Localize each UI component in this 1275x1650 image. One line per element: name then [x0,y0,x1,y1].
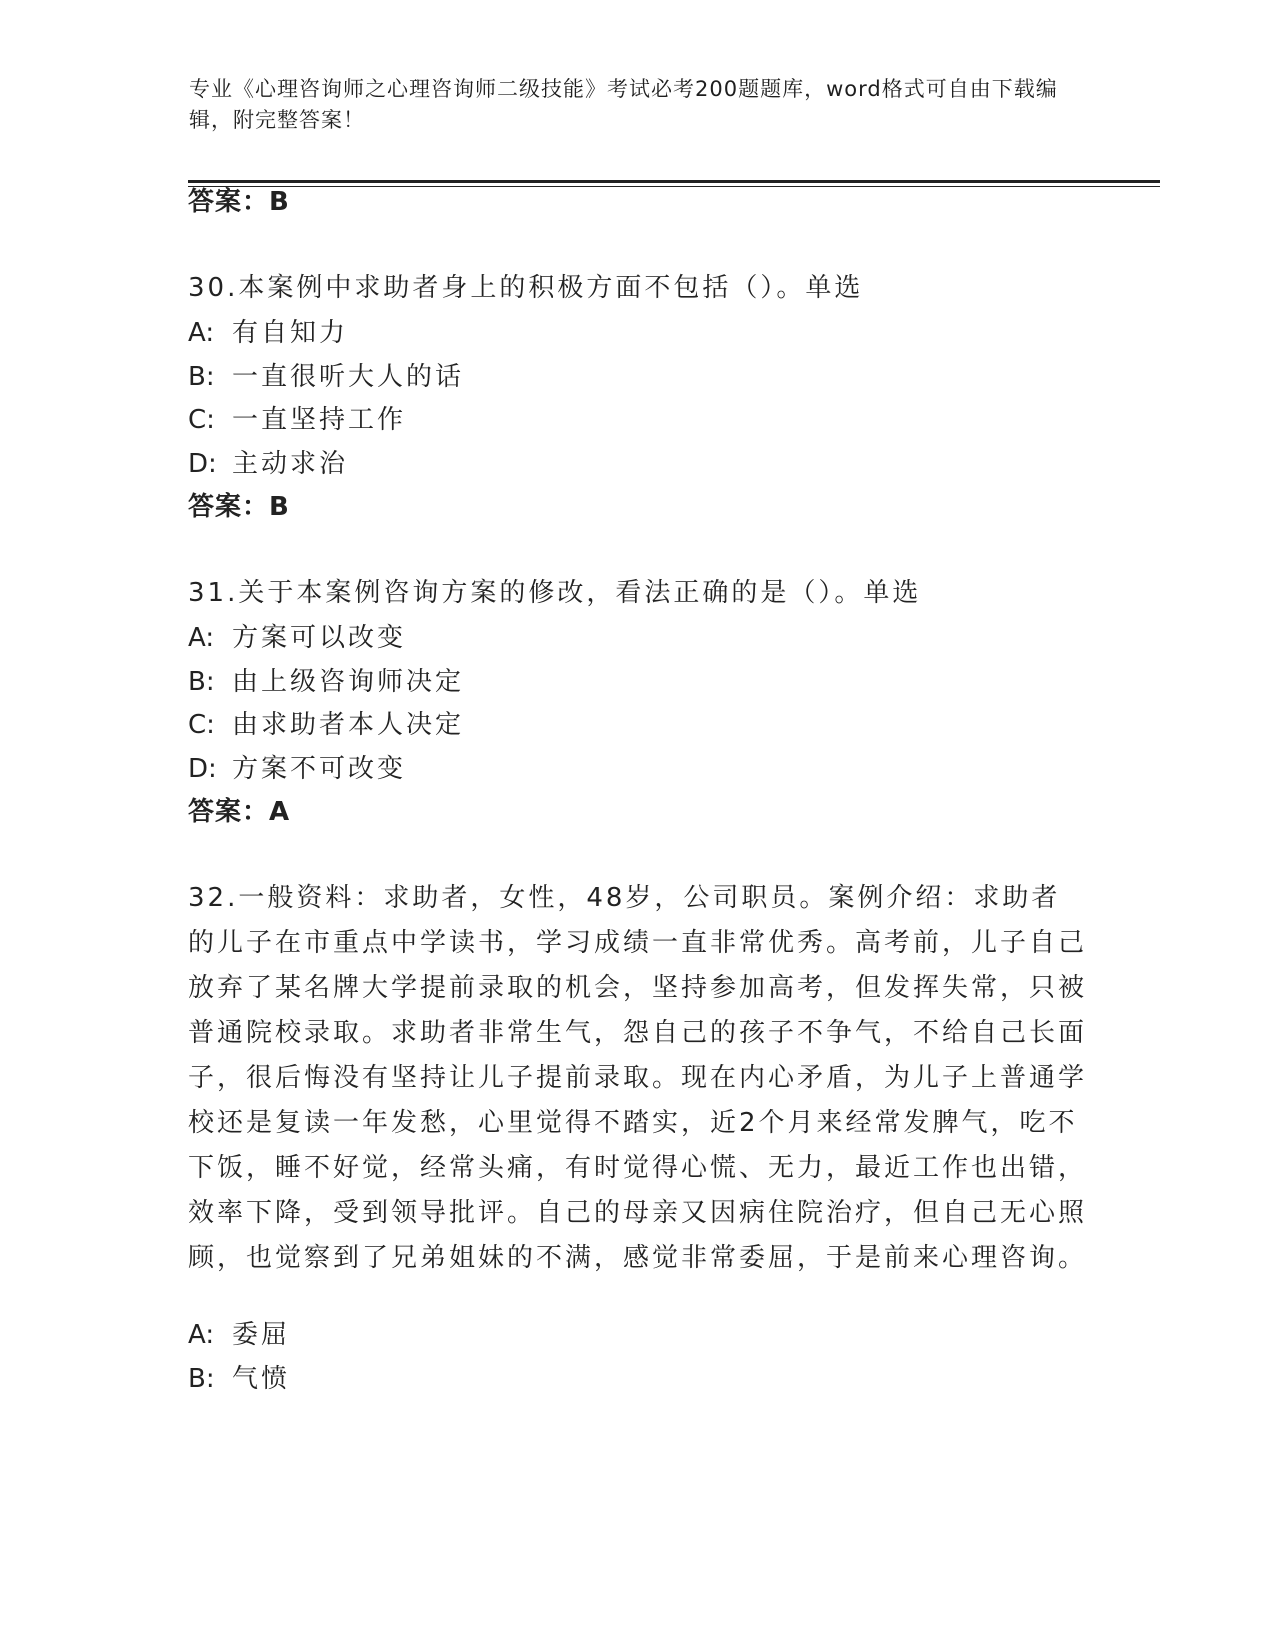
option-item [188,664,464,700]
answer-label: 答案：B [188,187,290,217]
question-stem: 31.关于本案例咨询方案的修改，看法正确的是（）。单选 [188,578,922,608]
option-key: A: [188,623,215,653]
option-key: C: [188,405,215,435]
option-text: 方案不可改变 [232,754,407,784]
option-key: B: [188,1364,215,1394]
option-item [188,620,406,656]
option-item [188,1361,290,1397]
question-stem: 32.一般资料：求助者，女性，48岁，公司职员。案例介绍：求助者的儿子在市重点中学读书，学习成绩一直非常优秀。高考前，儿子自己放弃了某名牌大学提前录取的机会，坚持参加高考，但发挥失常，只被普通院校录取。求助者非常生气，怨自己的孩子不争气，不给自己长面子，很后悔没有坚持让儿子提前录取。现在内心矛盾，为儿子上普通学校还是复读一年发愁，心里觉得不踏实，近2个月来经常发脾气，吃不下饭，睡不好觉，经常头痛，有时觉得心慌、无力，最近工作也出错，效率下降，受到领导批评。自己的母亲又因病住院治疗，但自己无心照顾，也觉察到了兄弟姐妹的不满，感觉非常委屈，于是前来心理咨询。 [188,883,1088,1273]
header-divider-thin [188,186,1160,187]
option-key: B: [188,362,215,392]
option-key: D: [188,754,217,784]
option-key: A: [188,318,215,348]
answer-label: 答案：A [188,797,291,827]
option-item [188,402,406,438]
option-item [188,359,464,395]
option-text: 方案可以改变 [232,623,407,653]
option-item [188,446,348,482]
option-text: 由求助者本人决定 [232,710,465,740]
option-key: D: [188,449,217,479]
option-text: 一直坚持工作 [232,405,407,435]
option-key: C: [188,710,215,740]
option-key: A: [188,1320,215,1350]
option-item [188,1317,290,1353]
option-text: 有自知力 [232,318,349,348]
option-text: 主动求治 [232,449,349,479]
option-text: 气愤 [232,1364,291,1394]
option-text: 一直很听大人的话 [232,362,465,392]
option-item [188,315,348,351]
option-text: 由上级咨询师决定 [232,667,465,697]
answer-label: 答案：B [188,492,290,522]
document-header: 专业《心理咨询师之心理咨询师二级技能》考试必考200题题库，word格式可自由下载编辑，附完整答案！ [189,77,1058,132]
header-divider-thick [188,180,1160,183]
option-item [188,751,406,787]
option-text: 委屈 [232,1320,291,1350]
question-stem: 30.本案例中求助者身上的积极方面不包括（）。单选 [188,273,864,303]
option-key: B: [188,667,215,697]
option-item [188,707,464,743]
